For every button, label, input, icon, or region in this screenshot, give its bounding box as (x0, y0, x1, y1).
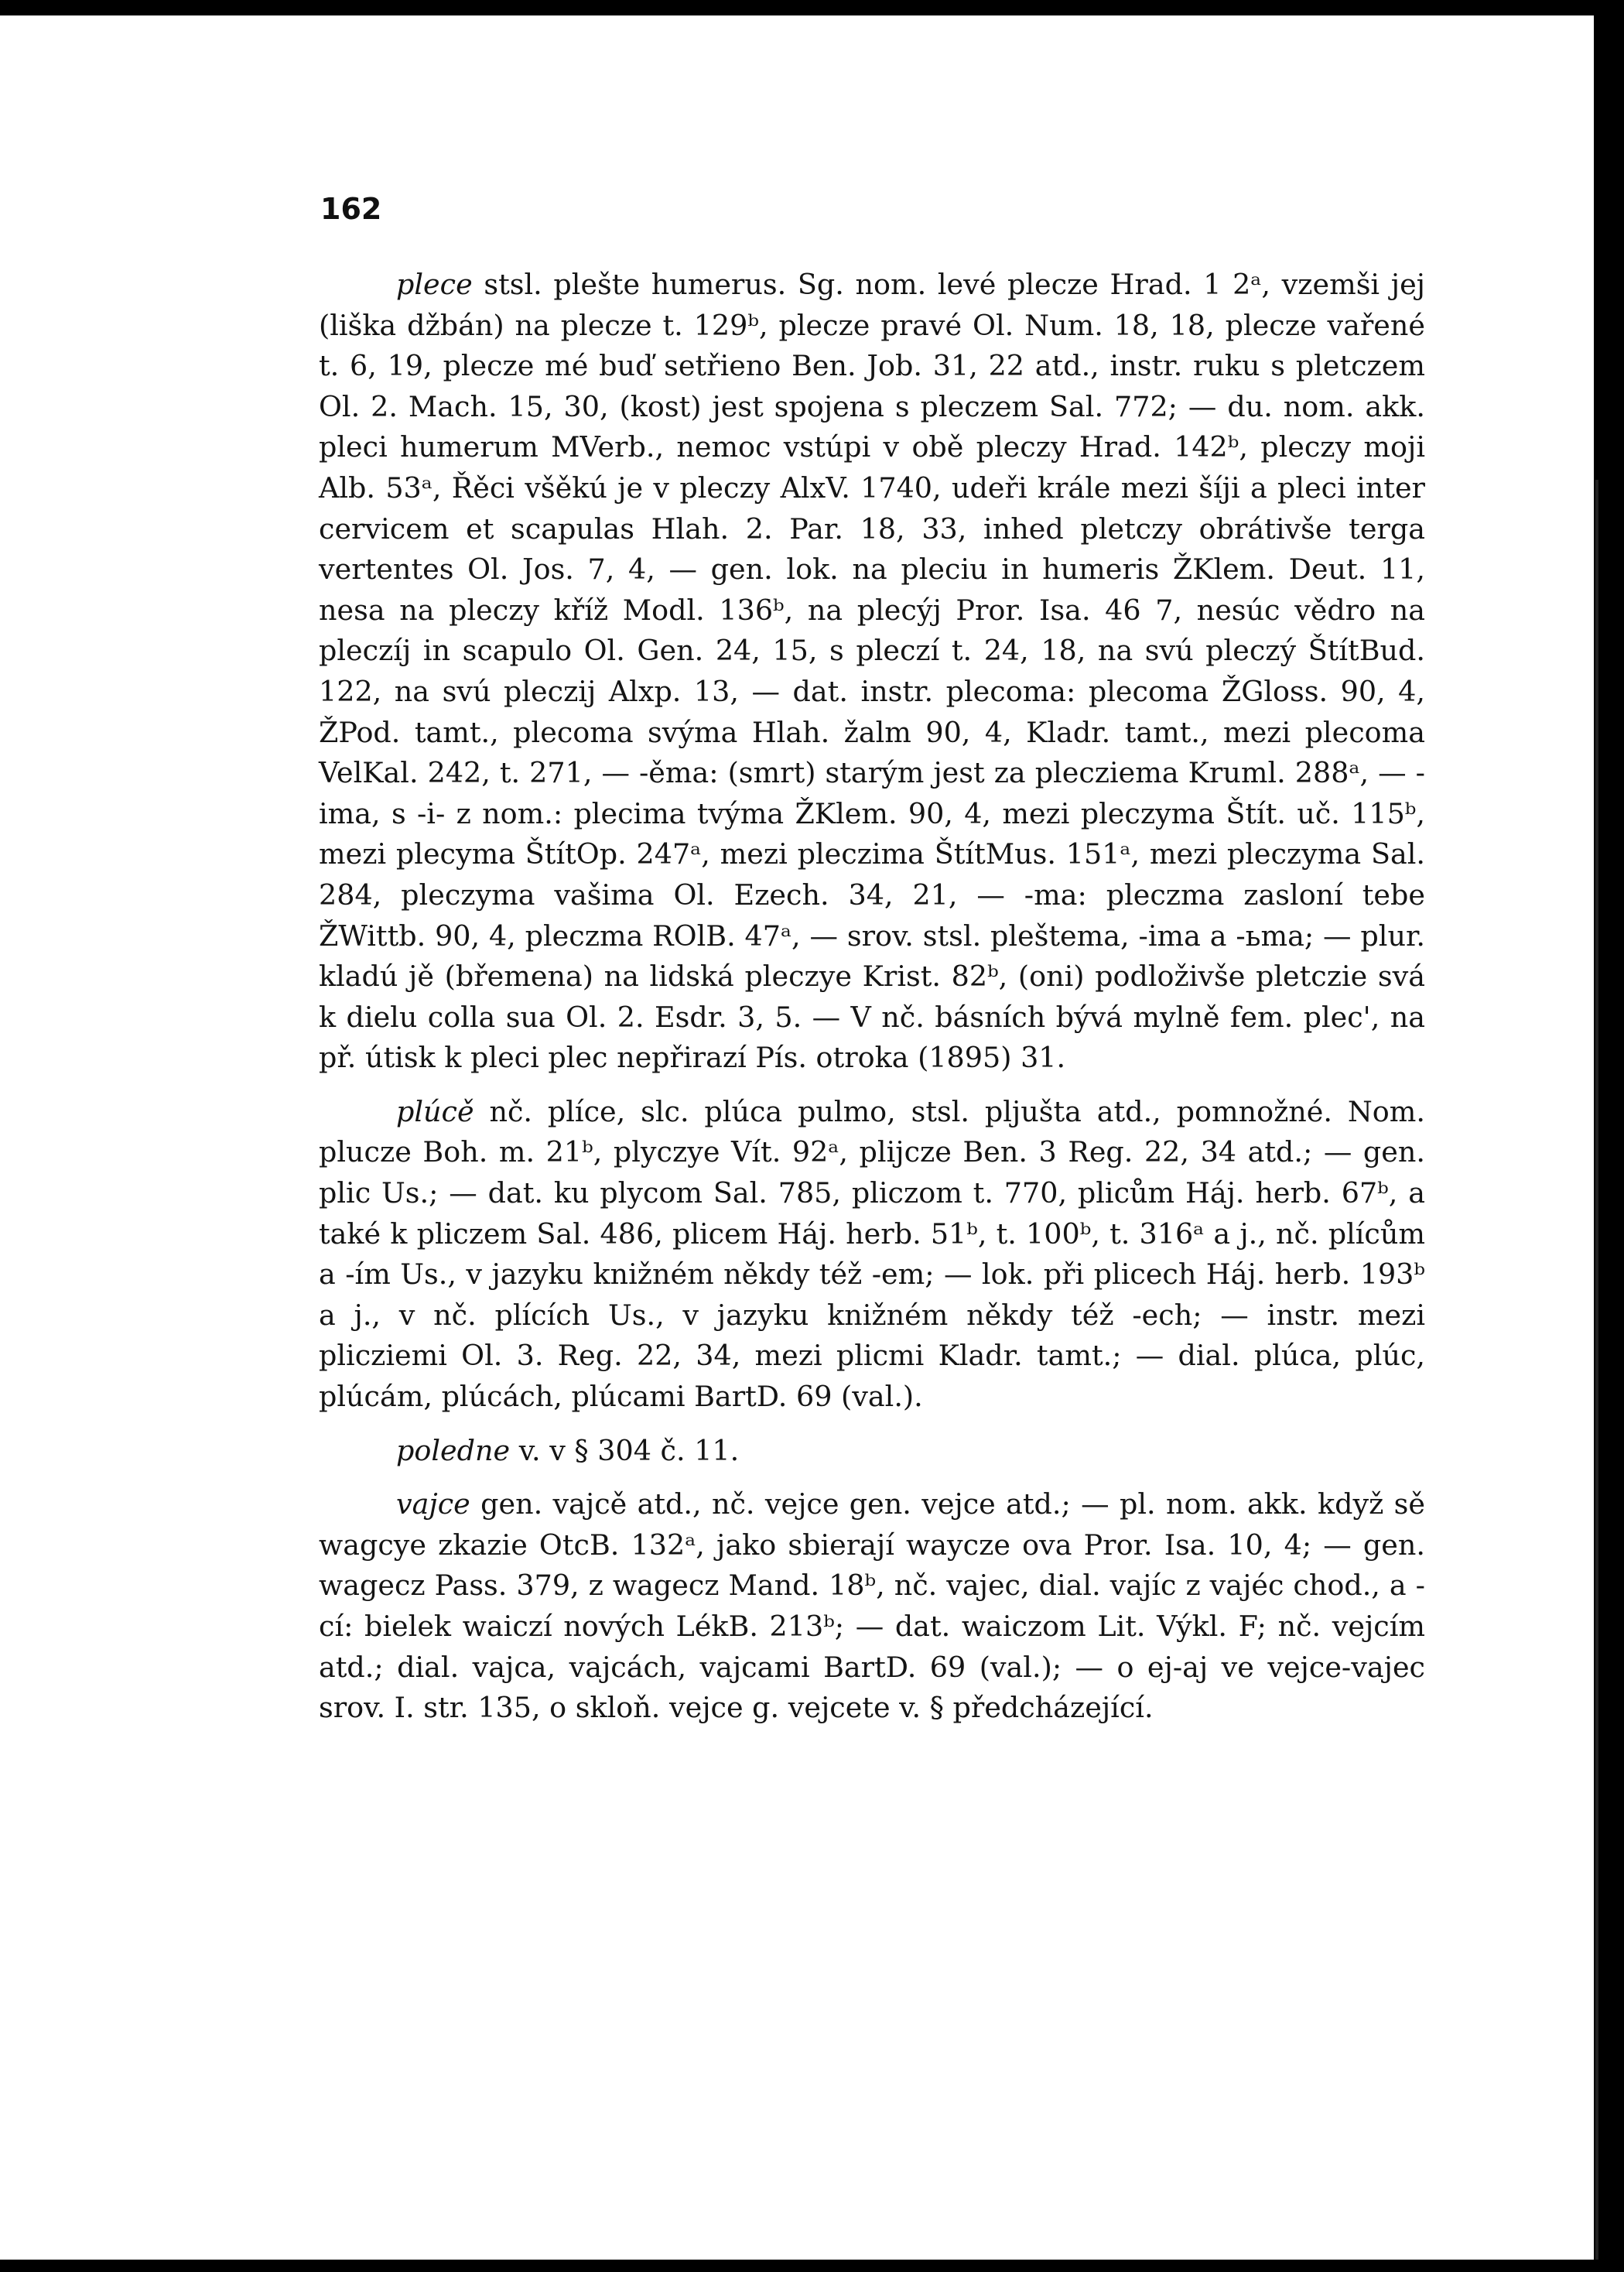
entry-plucé (319, 1092, 1425, 1418)
entry-body: nč. plíce, slc. plúca pulmo, stsl. pljušta atd., pomnožné. Nom. plucze Boh. m. 21ᵇ, plyczye Vít. 92ᵃ, plijcze Ben. 3 Reg. 22, 34 atd.; — gen. plic Us.; — dat. ku plycom Sal. 785, pliczom t. 770, plicům Háj. herb. 67ᵇ, a také k pliczem Sal. 486, plicem Háj. herb. 51ᵇ, t. 100ᵇ, t. 316ᵃ a j., nč. plícům a -ím Us., v jazyku knižném někdy též -em; — lok. při plicech Háj. herb. 193ᵇ a j., v nč. plících Us., v jazyku knižném někdy též -ech; — instr. mezi plicziemi Ol. 3. Reg. 22, 34, mezi plicmi Kladr. tamt.; — dial. plúca, plúc, plúcám, plúcách, plúcami BartD. 69 (val.). (319, 1094, 1425, 1414)
entry-poledne (319, 1431, 1425, 1472)
scan-edge-rule (1595, 480, 1598, 2260)
entry-vajce (319, 1484, 1425, 1729)
dictionary-text (319, 265, 1425, 1742)
page (0, 15, 1594, 2260)
headword: plece (396, 268, 473, 301)
headword: plúcě (396, 1094, 474, 1128)
headword: poledne (396, 1433, 511, 1467)
entry-body: stsl. plešte humerus. Sg. nom. levé plecze Hrad. 1 2ᵃ, vzemši jej (liška džbán) na plecze t. 129ᵇ, plecze pravé Ol. Num. 18, 18, plecze vařené t. 6, 19, plecze mé buď setřieno Ben. Job. 31, 22 atd., instr. ruku s pletczem Ol. 2. Mach. 15, 30, (kost) jest spojena s pleczem Sal. 772; — du. nom. akk. pleci humerum MVerb., nemoc vstúpi v obě pleczy Hrad. 142ᵇ, pleczy moji Alb. 53ᵃ, Řěci všěkú je v pleczy AlxV. 1740, udeři krále mezi šíji a pleci inter cervicem et scapulas Hlah. 2. Par. 18, 33, inhed pletczy obrátivše terga vertentes Ol. Jos. 7, 4, — gen. lok. na pleciu in humeris ŽKlem. Deut. 11, nesa na pleczy kříž Modl. 136ᵇ, na plecýj Pror. Isa. 46 7, nesúc vědro na pleczíj in scapulo Ol. Gen. 24, 15, s pleczí t. 24, 18, na svú pleczý ŠtítBud. 122, na svú pleczij Alxp. 13, — dat. instr. plecoma: plecoma ŽGloss. 90, 4, ŽPod. tamt., plecoma svýma Hlah. žalm 90, 4, Kladr. tamt., mezi plecoma VelKal. 242, t. 271, — -ěma: (smrt) starým jest za plecziema Kruml. 288ᵃ, — -ima, s -i- z nom.: plecima tvýma ŽKlem. 90, 4, mezi pleczyma Štít. uč. 115ᵇ, mezi plecyma ŠtítOp. 247ᵃ, mezi pleczima ŠtítMus. 151ᵃ, mezi pleczyma Sal. 284, pleczyma vašima Ol. Ezech. 34, 21, — -ma: pleczma zasloní tebe ŽWittb. 90, 4, pleczma ROlB. 47ᵃ, — srov. stsl. pleštema, -ima a -ьma; — plur. kladú jě (břemena) na lidská pleczye Krist. 82ᵇ, (oni) podloživše pletczie svá k dielu colla sua Ol. 2. Esdr. 3, 5. — V nč. básních bývá mylně fem. plec', na př. útisk k pleci plec nepřirazí Pís. otroka (1895) 31. (319, 268, 1425, 1075)
entry-plece (319, 265, 1425, 1079)
entry-body: v. v § 304 č. 11. (518, 1433, 740, 1467)
headword: vajce (396, 1487, 470, 1521)
page-number: 162 (320, 192, 382, 226)
entry-body: gen. vajcě atd., nč. vejce gen. vejce atd.; — pl. nom. akk. když sě wagcye zkazie OtcB. 132ᵃ, jako sbierají waycze ova Pror. Isa. 10, 4; — gen. wagecz Pass. 379, z wagecz Mand. 18ᵇ, nč. vajec, dial. vajíc z vajéc chod., a -cí: bielek waiczí nových LékB. 213ᵇ; — dat. waiczom Lit. Výkl. F; nč. vejcím atd.; dial. vajca, vajcách, vajcami BartD. 69 (val.); — o ej-aj ve vejce-vajec srov. I. str. 135, o skloň. vejce g. vejcete v. § předcházející. (319, 1487, 1425, 1725)
